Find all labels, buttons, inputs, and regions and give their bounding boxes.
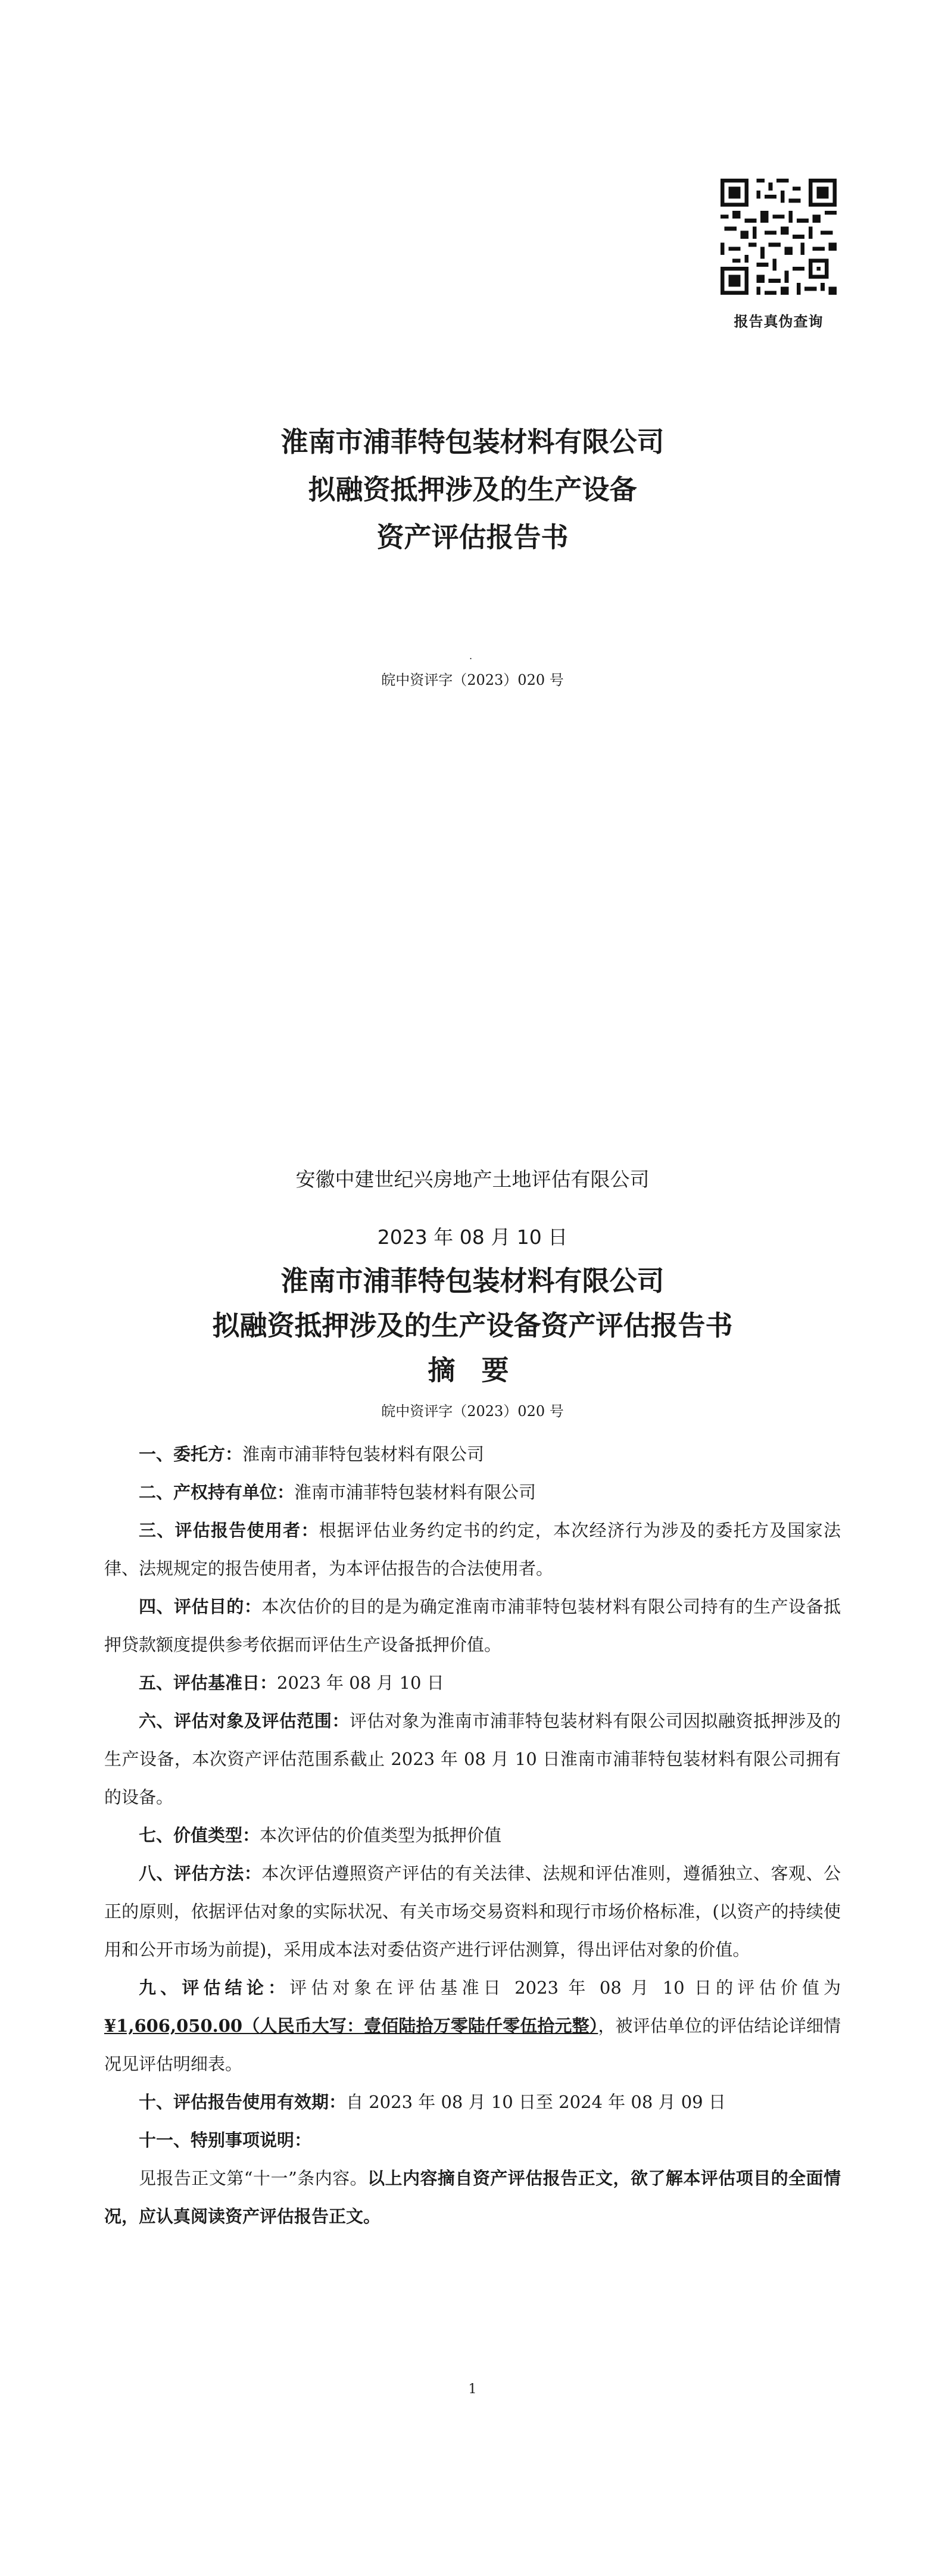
summary-item-users: 三、评估报告使用者：根据评估业务约定书的约定，本次经济行为涉及的委托方及国家法律、法规规定的报告使用者，为本评估报告的合法使用者。: [104, 1520, 841, 1579]
cover-report-number: 皖中资评字（2023）020 号: [381, 672, 564, 688]
summary-body: [104, 1435, 841, 2235]
summary-report-number: 皖中资评字（2023）020 号: [381, 1403, 564, 1420]
summary-title-line1: 淮南市浦菲特包装材料有限公司: [280, 1265, 665, 1297]
summary-item-method: 八、评估方法：本次评估遵照资产评估的有关法律、法规和评估准则，遵循独立、客观、公正的原则，依据评估对象的实际状况、有关市场交易资料和现行市场价格标准，(以资产的持续使用和公开市场为前提)，采用成本法对委估资产进行评估测算，得出评估对象的价值。: [104, 1863, 841, 1960]
summary-item-value-type: 七、价值类型：本次评估的价值类型为抵押价值: [139, 1825, 502, 1845]
appraised-value: ¥1,606,050.00（人民币大写：壹佰陆拾万零陆仟零伍拾元整）: [104, 2016, 598, 2036]
summary-item-special-text: 见报告正文第“十一”条内容。以上内容摘自资产评估报告正文，欲了解本评估项目的全面情况，应认真阅读资产评估报告正文。: [104, 2168, 841, 2226]
summary-item-special-heading: 十一、特别事项说明：: [139, 2130, 312, 2150]
cover-title-line3: 资产评估报告书: [376, 521, 569, 553]
summary-item-validity: 十、评估报告使用有效期：自 2023 年 08 月 10 日至 2024 年 08 月 09 日: [139, 2092, 726, 2112]
summary-title-line3: 摘 要: [428, 1354, 517, 1386]
summary-item-base-date: 五、评估基准日：2023 年 08 月 10 日: [139, 1673, 444, 1693]
report-date: 2023 年 08 月 10 日: [377, 1225, 568, 1249]
summary-item-conclusion: 九、评估结论：评估对象在评估基准日 2023 年 08 月 10 日的评估价值为¥1,606,050.00（人民币大写：壹佰陆拾万零陆仟零伍拾元整），被评估单位的评估结论详细情况见评估明细表。: [104, 1978, 841, 2074]
summary-item-scope: 六、评估对象及评估范围：评估对象为淮南市浦菲特包装材料有限公司因拟融资抵押涉及的生产设备，本次资产评估范围系截止 2023 年 08 月 10 日淮南市浦菲特包装材料有限公司拥有的设备。: [104, 1711, 841, 1807]
summary-item-owner: 二、产权持有单位：淮南市浦菲特包装材料有限公司: [139, 1482, 537, 1502]
cover-dot: .: [469, 650, 473, 662]
summary-item-purpose: 四、评估目的：本次估价的目的是为确定淮南市浦菲特包装材料有限公司持有的生产设备抵押贷款额度提供参考依据而评估生产设备抵押价值。: [104, 1596, 841, 1655]
cover-title-line1: 淮南市浦菲特包装材料有限公司: [280, 426, 665, 458]
cover-title-line2: 拟融资抵押涉及的生产设备: [308, 473, 637, 506]
page-number: 1: [468, 2382, 477, 2397]
qr-caption: 报告真伪查询: [734, 313, 824, 330]
summary-item-client: 一、委托方：淮南市浦菲特包装材料有限公司: [139, 1444, 485, 1464]
qr-code: [721, 179, 837, 295]
appraisal-company: 安徽中建世纪兴房地产土地评估有限公司: [295, 1168, 650, 1191]
summary-title-line2: 拟融资抵押涉及的生产设备资产评估报告书: [212, 1309, 733, 1342]
